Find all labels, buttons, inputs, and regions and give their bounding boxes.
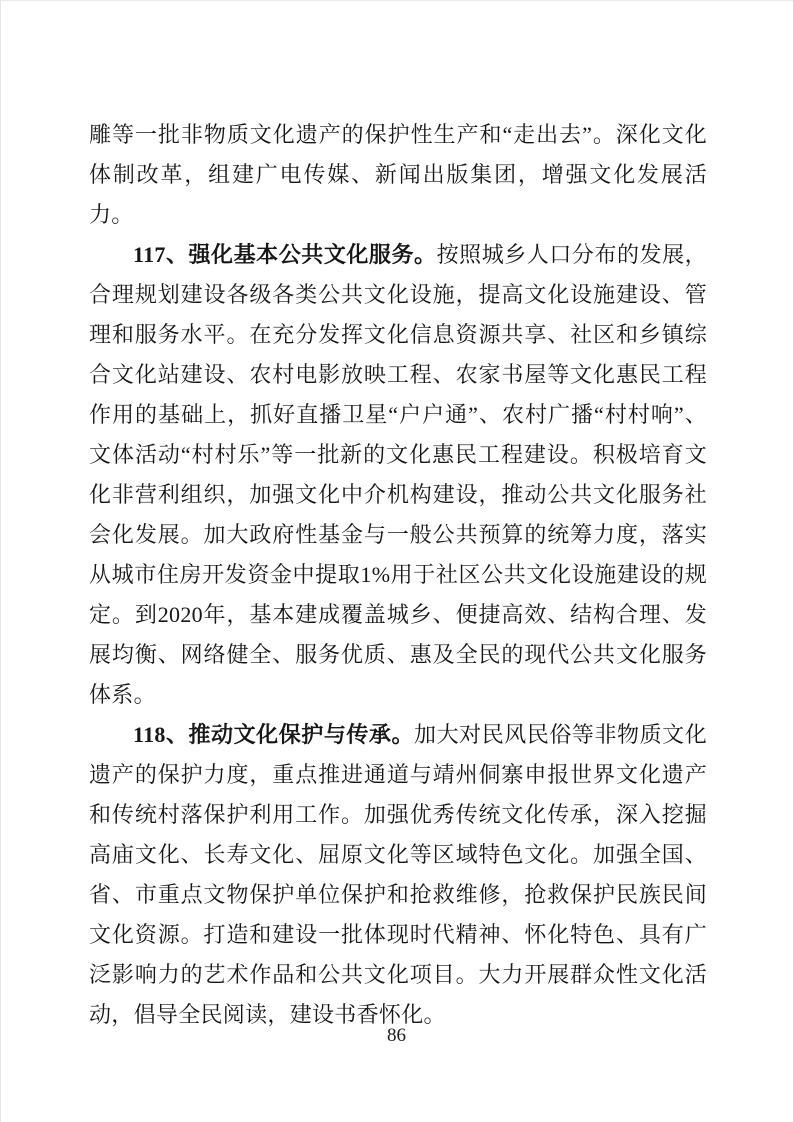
- paragraph-continuation: [89, 115, 707, 235]
- paragraph-heading: 117、强化基本公共文化服务。: [133, 242, 437, 267]
- page-content: [89, 115, 707, 1035]
- page-number: 86: [387, 1025, 406, 1046]
- paragraph-text: 雕等一批非物质文化遗产的保护性生产和“走出去”。深化文化体制改革，组建广电传媒、新闻出版集团，增强文化发展活力。: [89, 122, 707, 227]
- paragraph-text: 按照城乡人口分布的发展，合理规划建设各级各类公共文化设施，提高文化设施建设、管理和服务水平。在充分发挥文化信息资源共享、社区和乡镇综合文化站建设、农村电影放映工程、农家书屋等文化惠民工程作用的基础上，抓好直播卫星“户户通”、农村广播“村村响”、文体活动“村村乐”等一批新的文化惠民工程建设。积极培育文化非营利组织，加强文化中介机构建设，推动公共文化服务社会化发展。加大政府性基金与一般公共预算的统筹力度，落实从城市住房开发资金中提取1%用于社区公共文化设施建设的规定。到2020年，基本建成覆盖城乡、便捷高效、结构合理、发展均衡、网络健全、服务优质、惠及全民的现代公共文化服务体系。: [89, 242, 707, 707]
- paragraph-text: 加大对民风民俗等非物质文化遗产的保护力度，重点推进通道与靖州侗寨申报世界文化遗产和传统村落保护利用工作。加强优秀传统文化传承，深入挖掘高庙文化、长寿文化、屈原文化等区域特色文化。加强全国、省、市重点文物保护单位保护和抢救维修，抢救保护民族民间文化资源。打造和建设一批体现时代精神、怀化特色、具有广泛影响力的艺术作品和公共文化项目。大力开展群众性文化活动，倡导全民阅读，建设书香怀化。: [89, 722, 707, 1027]
- paragraph-heading: 118、推动文化保护与传承。: [133, 722, 415, 747]
- paragraph-item-118: [89, 715, 707, 1035]
- paragraph-item-117: [89, 235, 707, 715]
